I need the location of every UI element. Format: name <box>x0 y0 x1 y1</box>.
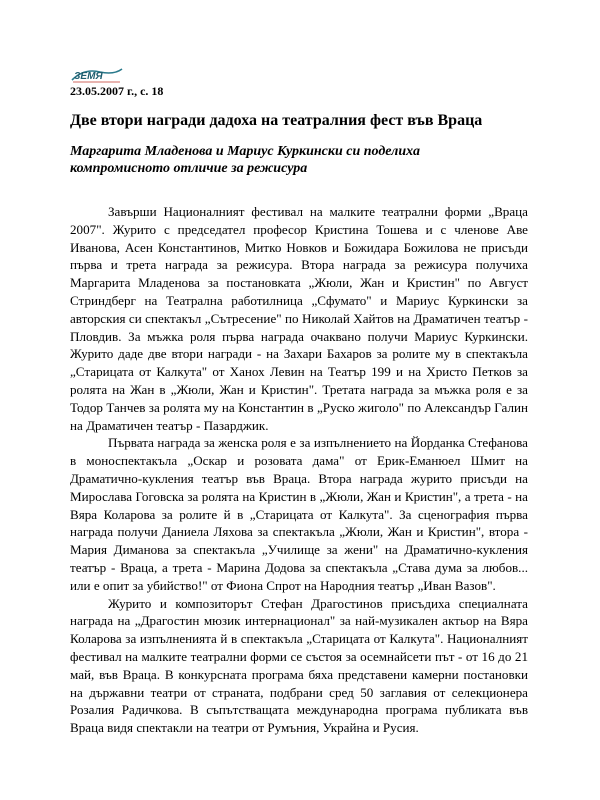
body-paragraph: Завърши Националният фестивал на малките театрални форми „Враца 2007". Журито с председател професор Кристина Тошева и с членове Аве Иванова, Асен Константинов, Митко Новков и Божидара Божилова не присъди първа и трета награда за режисура. Втора награда за режисура получиха Маргарита Младенова за постановката „Жюли, Жан и Кристин" по Август Стриндберг на Театрална работилница „Сфумато" и Мариус Куркински за авторския си спектакъл „Сътресение" по Николай Хайтов на Драматичен театър - Пловдив. За мъжка роля първа награда очаквано получи Мариус Куркински. Журито даде две втори награди - на Захари Бахаров за ролите му в спектакъла „Старицата от Калкута" от Ханох Левин на Театър 199 и на Христо Петков за ролята на Жан в „Жюли, Жан и Кристин". Третата награда за мъжка роля е за Тодор Танчев за ролята му на Константин в „Руско жиголо" по Александър Галин на Драматичен театър - Пазарджик. <box>70 204 528 433</box>
svg-text:ЗЕМЯ: ЗЕМЯ <box>74 71 103 82</box>
subtitle-line: Маргарита Младенова и Мариус Куркински си поделиха <box>70 144 420 159</box>
body-paragraph: Журито и композиторът Стефан Драгостинов присъдиха специалната награда на „Драгостин мюзик интернационал" за най-музикален актьор на Вяра Коларова за изпълненията й в спектакъла „Старицата от Калкута". Националният фестивал на малките театрални форми се състоя за осемнайсети път - от 16 до 21 май, във Враца. В конкурсната програма бяха представени камерни постановки на държавни театри от страната, подбрани сред 50 заглавия от селекционера Розалия Радичкова. В съпътстващата международна програма публиката във Враца видя спектакли на театри от Румъния, Украйна и Русия. <box>70 595 528 736</box>
article-title: Две втори награди дадоха на театралния фест във Враца <box>70 112 483 129</box>
article-body <box>70 203 528 737</box>
body-paragraph: Първата награда за женска роля е за изпълнението на Йорданка Стефанова в моноспектакъла „Оскар и розовата дама" от Ерик-Еманюел Шмит на Драматично-кукления театър във Враца. Втора награда журито присъди на Мирослава Гоговска за ролята на Кристин в „Жюли, Жан и Кристин", а трета - на Вяра Коларова за ролите й в „Старицата от Калкута". За сценография първа награда получи Даниела Ляхова за спектакъла „Жюли, Жан и Кристин", втора - Мария Диманова за спектакъла „Училище за жени" на Драматично-кукления театър - Враца, а трета - Марина Додова за спектакъла „Става дума за любов... или е опит за убийство!" от Фиона Спрот на Народния театър „Иван Вазов". <box>70 435 528 593</box>
subtitle-line: компромисното отличие за режисура <box>70 161 308 176</box>
article-subtitle <box>70 143 530 177</box>
newspaper-logo <box>70 66 124 84</box>
zema-logo-icon <box>70 66 124 84</box>
source-date-page: 23.05.2007 г., с. 18 <box>70 84 164 98</box>
